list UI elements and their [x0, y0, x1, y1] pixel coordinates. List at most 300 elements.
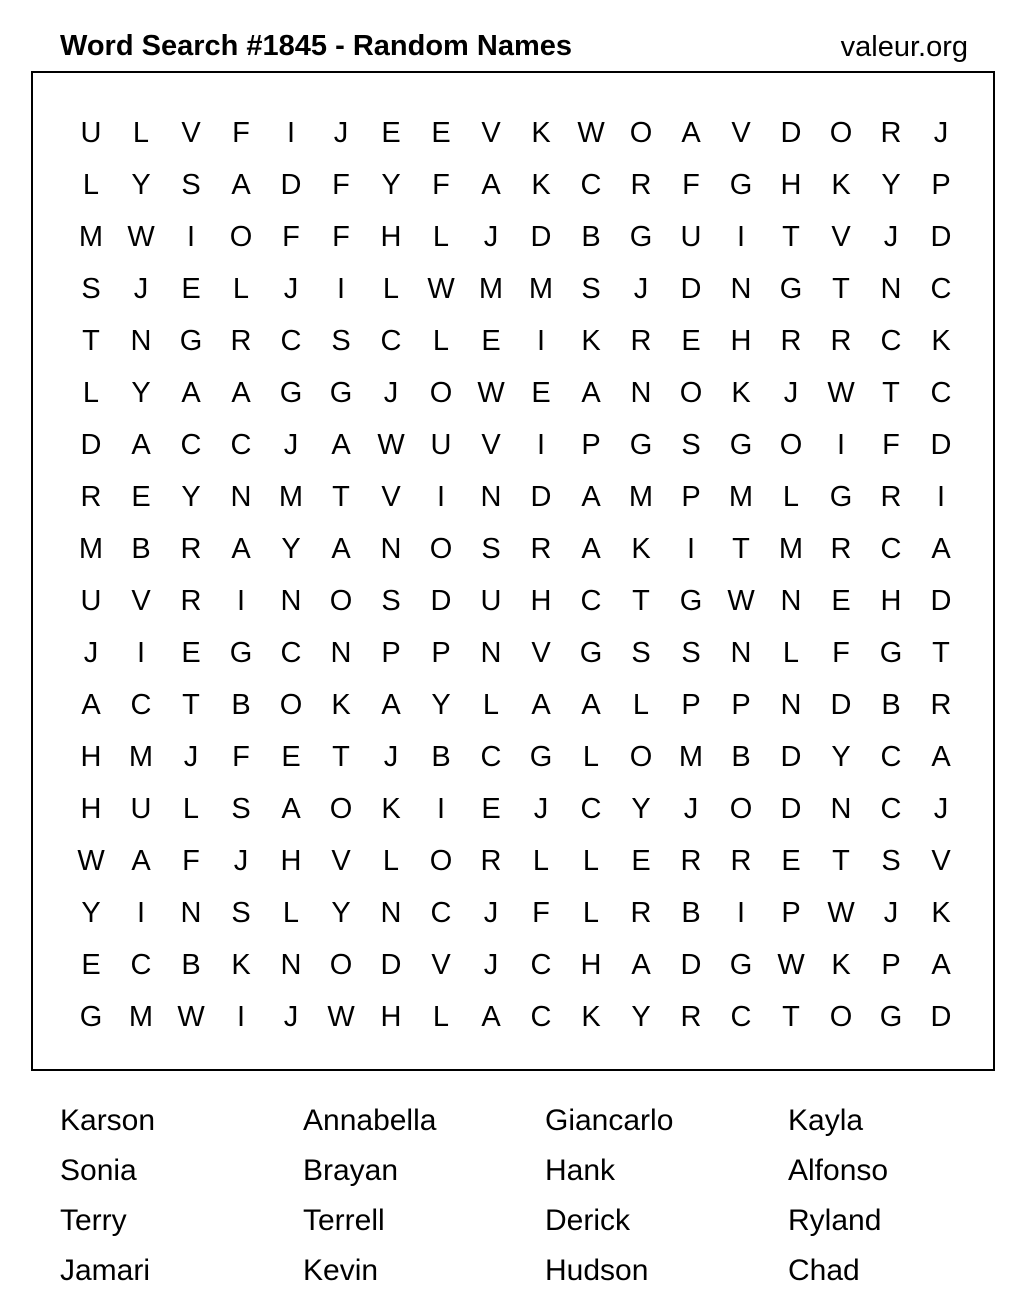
grid-letter: A	[231, 377, 251, 409]
grid-letter: J	[383, 377, 399, 409]
grid-letter: L	[182, 793, 200, 825]
grid-letter: L	[82, 377, 100, 409]
grid-letter: K	[731, 377, 751, 409]
word-list-item: Hudson	[545, 1254, 649, 1287]
grid-letter: R	[480, 845, 502, 877]
grid-letter: E	[181, 637, 201, 669]
grid-letter: C	[130, 689, 152, 721]
grid-letter: E	[781, 845, 801, 877]
grid-letter: A	[131, 845, 151, 877]
grid-letter: R	[630, 169, 652, 201]
grid-letter: N	[130, 325, 152, 357]
grid-letter: S	[481, 533, 501, 565]
grid-letter: P	[731, 689, 751, 721]
grid-letter: N	[230, 481, 252, 513]
grid-letter: F	[332, 169, 350, 201]
grid-letter: W	[827, 897, 855, 929]
grid-letter: J	[533, 793, 549, 825]
grid-letter: B	[231, 689, 251, 721]
grid-letter: V	[131, 585, 151, 617]
grid-letter: D	[80, 429, 102, 461]
grid-letter: K	[631, 533, 651, 565]
grid-letter: W	[177, 1001, 205, 1033]
grid-letter: C	[580, 793, 602, 825]
grid-letter: E	[531, 377, 551, 409]
grid-letter: L	[582, 897, 600, 929]
grid-letter: F	[682, 169, 700, 201]
grid-letter: A	[281, 793, 301, 825]
grid-letter: C	[930, 273, 952, 305]
grid-letter: R	[830, 325, 852, 357]
grid-letter: I	[436, 793, 446, 825]
grid-letter: S	[231, 897, 251, 929]
grid-letter: Y	[631, 1001, 651, 1033]
grid-letter: K	[531, 117, 551, 149]
grid-letter: S	[331, 325, 351, 357]
grid-letter: A	[131, 429, 151, 461]
grid-letter: S	[581, 273, 601, 305]
grid-letter: E	[631, 845, 651, 877]
grid-letter: G	[829, 481, 853, 513]
word-list-item: Hank	[545, 1154, 616, 1187]
grid-letter: F	[182, 845, 200, 877]
grid-letter: T	[782, 1001, 800, 1033]
grid-letter: V	[481, 429, 501, 461]
grid-letter: O	[229, 221, 253, 253]
grid-letter: Y	[631, 793, 651, 825]
grid-letter: N	[280, 585, 302, 617]
grid-letter: R	[780, 325, 802, 357]
grid-letter: I	[436, 481, 446, 513]
grid-letter: T	[882, 377, 900, 409]
grid-letter: M	[128, 1001, 154, 1033]
grid-letter: E	[281, 741, 301, 773]
grid-letter: A	[81, 689, 101, 721]
grid-letter: U	[430, 429, 452, 461]
grid-letter: K	[231, 949, 251, 981]
grid-letter: G	[529, 741, 553, 773]
grid-letter: O	[629, 117, 653, 149]
grid-letter: L	[232, 273, 250, 305]
grid-letter: D	[780, 741, 802, 773]
grid-letter: E	[131, 481, 151, 513]
grid-letter: Y	[81, 897, 101, 929]
grid-letter: A	[481, 1001, 501, 1033]
grid-letter: R	[530, 533, 552, 565]
grid-letter: O	[429, 533, 453, 565]
grid-letter: M	[78, 533, 104, 565]
grid-letter: J	[283, 273, 299, 305]
grid-letter: B	[581, 221, 601, 253]
word-list-item: Kevin	[303, 1254, 379, 1287]
grid-letter: E	[481, 793, 501, 825]
grid-letter: G	[179, 325, 203, 357]
grid-letter: K	[531, 169, 551, 201]
grid-letter: C	[130, 949, 152, 981]
grid-letter: W	[127, 221, 155, 253]
page-title: Word Search #1845 - Random Names	[60, 30, 572, 62]
grid-letter: K	[931, 325, 951, 357]
grid-letter: R	[680, 1001, 702, 1033]
grid-letter: A	[181, 377, 201, 409]
grid-letter: T	[832, 845, 850, 877]
grid-letter: M	[528, 273, 554, 305]
grid-letter: J	[483, 949, 499, 981]
grid-letter: O	[329, 949, 353, 981]
grid-letter: C	[380, 325, 402, 357]
grid-letter: C	[880, 533, 902, 565]
word-list-item: Sonia	[60, 1154, 137, 1187]
grid-letter: L	[432, 221, 450, 253]
grid-letter: R	[830, 533, 852, 565]
grid-letter: E	[431, 117, 451, 149]
grid-letter: Y	[831, 741, 851, 773]
grid-letter: H	[580, 949, 602, 981]
grid-letter: O	[279, 689, 303, 721]
word-list-item: Annabella	[303, 1104, 437, 1137]
grid-letter: P	[581, 429, 601, 461]
grid-letter: J	[933, 793, 949, 825]
grid-letter: C	[880, 325, 902, 357]
word-list-item: Kayla	[788, 1104, 864, 1137]
grid-letter: R	[930, 689, 952, 721]
grid-letter: F	[532, 897, 550, 929]
grid-letter: L	[632, 689, 650, 721]
grid-letter: G	[579, 637, 603, 669]
grid-letter: R	[730, 845, 752, 877]
grid-letter: J	[333, 117, 349, 149]
grid-letter: K	[831, 949, 851, 981]
grid-letter: D	[430, 585, 452, 617]
grid-letter: Y	[431, 689, 451, 721]
grid-letter: D	[780, 793, 802, 825]
grid-letter: C	[280, 637, 302, 669]
grid-letter: R	[80, 481, 102, 513]
grid-letter: H	[730, 325, 752, 357]
grid-letter: V	[481, 117, 501, 149]
grid-letter: C	[730, 1001, 752, 1033]
grid-letter: C	[530, 1001, 552, 1033]
grid-letter: P	[381, 637, 401, 669]
grid-letter: L	[132, 117, 150, 149]
grid-letter: L	[432, 1001, 450, 1033]
word-list-item: Terry	[60, 1204, 127, 1237]
grid-letter: L	[582, 845, 600, 877]
grid-letter: D	[930, 1001, 952, 1033]
grid-letter: K	[581, 325, 601, 357]
grid-letter: J	[283, 1001, 299, 1033]
grid-letter: L	[82, 169, 100, 201]
grid-letter: C	[480, 741, 502, 773]
grid-letter: S	[681, 637, 701, 669]
grid-letter: B	[431, 741, 451, 773]
grid-letter: U	[480, 585, 502, 617]
grid-letter: Y	[381, 169, 401, 201]
grid-letter: G	[79, 1001, 103, 1033]
grid-letter: K	[831, 169, 851, 201]
grid-letter: M	[728, 481, 754, 513]
grid-letter: D	[930, 585, 952, 617]
grid-letter: H	[80, 793, 102, 825]
grid-letter: E	[481, 325, 501, 357]
grid-letter: R	[630, 897, 652, 929]
grid-letter: O	[329, 793, 353, 825]
grid-letter: H	[880, 585, 902, 617]
grid-letter: H	[280, 845, 302, 877]
grid-letter: O	[329, 585, 353, 617]
grid-letter: U	[80, 117, 102, 149]
grid-letter: N	[880, 273, 902, 305]
grid-letter: K	[381, 793, 401, 825]
grid-letter: G	[729, 429, 753, 461]
word-list-item: Brayan	[303, 1154, 399, 1187]
grid-letter: O	[629, 741, 653, 773]
grid-letter: T	[332, 481, 350, 513]
grid-letter: B	[131, 533, 151, 565]
grid-letter: A	[331, 429, 351, 461]
word-list-item: Derick	[545, 1204, 631, 1237]
grid-letter: M	[478, 273, 504, 305]
grid-letter: I	[686, 533, 696, 565]
grid-letter: D	[930, 429, 952, 461]
grid-letter: D	[830, 689, 852, 721]
grid-letter: S	[181, 169, 201, 201]
grid-letter: I	[736, 897, 746, 929]
grid-letter: P	[931, 169, 951, 201]
grid-letter: Y	[331, 897, 351, 929]
grid-letter: O	[429, 845, 453, 877]
grid-letter: I	[736, 221, 746, 253]
grid-letter: G	[679, 585, 703, 617]
grid-letter: Y	[131, 377, 151, 409]
grid-letter: H	[380, 1001, 402, 1033]
grid-letter: C	[580, 169, 602, 201]
word-list-item: Chad	[788, 1254, 860, 1287]
grid-letter: G	[879, 637, 903, 669]
grid-letter: V	[831, 221, 851, 253]
grid-letter: E	[181, 273, 201, 305]
grid-letter: G	[779, 273, 803, 305]
grid-letter: T	[182, 689, 200, 721]
grid-letter: A	[931, 741, 951, 773]
grid-letter: P	[781, 897, 801, 929]
grid-letter: I	[336, 273, 346, 305]
grid-letter: L	[782, 481, 800, 513]
grid-letter: O	[829, 117, 853, 149]
grid-letter: D	[530, 221, 552, 253]
grid-letter: B	[181, 949, 201, 981]
grid-letter: V	[531, 637, 551, 669]
word-list-item: Giancarlo	[545, 1104, 674, 1137]
grid-letter: Y	[281, 533, 301, 565]
grid-letter: J	[783, 377, 799, 409]
grid-letter: M	[128, 741, 154, 773]
word-list-item: Jamari	[60, 1254, 151, 1287]
grid-letter: C	[280, 325, 302, 357]
grid-letter: G	[629, 221, 653, 253]
grid-letter: A	[331, 533, 351, 565]
grid-letter: F	[232, 117, 250, 149]
grid-letter: H	[380, 221, 402, 253]
grid-letter: W	[577, 117, 605, 149]
grid-letter: D	[930, 221, 952, 253]
word-list-item: Terrell	[303, 1204, 385, 1237]
grid-letter: D	[530, 481, 552, 513]
grid-letter: C	[180, 429, 202, 461]
grid-letter: J	[383, 741, 399, 773]
grid-letter: J	[133, 273, 149, 305]
grid-letter: U	[80, 585, 102, 617]
puzzle-box	[31, 71, 995, 1071]
grid-letter: S	[631, 637, 651, 669]
grid-letter: U	[680, 221, 702, 253]
grid-letter: A	[231, 169, 251, 201]
grid-letter: P	[881, 949, 901, 981]
grid-letter: D	[680, 949, 702, 981]
grid-letter: W	[477, 377, 505, 409]
grid-letter: N	[480, 481, 502, 513]
grid-letter: A	[931, 533, 951, 565]
grid-letter: N	[780, 689, 802, 721]
grid-letter: I	[236, 585, 246, 617]
grid-letter: G	[729, 949, 753, 981]
grid-letter: E	[831, 585, 851, 617]
grid-letter: T	[632, 585, 650, 617]
grid-letter: G	[879, 1001, 903, 1033]
grid-letter: A	[581, 689, 601, 721]
grid-letter: N	[480, 637, 502, 669]
word-list-item: Karson	[60, 1104, 156, 1137]
grid-letter: T	[932, 637, 950, 669]
grid-letter: J	[633, 273, 649, 305]
grid-letter: J	[483, 221, 499, 253]
grid-letter: O	[779, 429, 803, 461]
grid-letter: F	[232, 741, 250, 773]
grid-letter: L	[532, 845, 550, 877]
grid-letter: O	[679, 377, 703, 409]
grid-letter: H	[530, 585, 552, 617]
grid-letter: A	[481, 169, 501, 201]
grid-letter: L	[432, 325, 450, 357]
grid-letter: L	[282, 897, 300, 929]
grid-letter: C	[880, 741, 902, 773]
grid-letter: I	[536, 429, 546, 461]
grid-letter: I	[836, 429, 846, 461]
grid-letter: K	[581, 1001, 601, 1033]
site-name: valeur.org	[840, 31, 968, 63]
grid-letter: L	[482, 689, 500, 721]
grid-letter: P	[431, 637, 451, 669]
grid-letter: I	[136, 897, 146, 929]
grid-letter: D	[780, 117, 802, 149]
grid-letter: D	[280, 169, 302, 201]
grid-letter: N	[630, 377, 652, 409]
grid-letter: R	[230, 325, 252, 357]
grid-letter: D	[380, 949, 402, 981]
grid-letter: Y	[881, 169, 901, 201]
grid-letter: T	[332, 741, 350, 773]
grid-letter: S	[81, 273, 101, 305]
grid-letter: I	[286, 117, 296, 149]
grid-letter: J	[83, 637, 99, 669]
grid-letter: U	[130, 793, 152, 825]
grid-letter: F	[282, 221, 300, 253]
grid-letter: A	[581, 481, 601, 513]
grid-letter: O	[429, 377, 453, 409]
grid-letter: M	[628, 481, 654, 513]
grid-letter: W	[727, 585, 755, 617]
grid-letter: A	[381, 689, 401, 721]
grid-letter: G	[629, 429, 653, 461]
grid-letter: B	[881, 689, 901, 721]
grid-letter: V	[331, 845, 351, 877]
grid-letter: C	[930, 377, 952, 409]
grid-letter: S	[681, 429, 701, 461]
grid-letter: J	[683, 793, 699, 825]
grid-letter: W	[427, 273, 455, 305]
grid-letter: N	[330, 637, 352, 669]
grid-letter: M	[78, 221, 104, 253]
grid-letter: S	[381, 585, 401, 617]
grid-letter: C	[880, 793, 902, 825]
grid-letter: G	[229, 637, 253, 669]
grid-letter: T	[782, 221, 800, 253]
grid-letter: K	[331, 689, 351, 721]
grid-letter: S	[231, 793, 251, 825]
grid-letter: R	[680, 845, 702, 877]
grid-letter: J	[933, 117, 949, 149]
grid-letter: E	[681, 325, 701, 357]
grid-letter: A	[931, 949, 951, 981]
grid-letter: R	[880, 481, 902, 513]
grid-letter: F	[832, 637, 850, 669]
grid-letter: A	[581, 377, 601, 409]
grid-letter: T	[732, 533, 750, 565]
grid-letter: F	[332, 221, 350, 253]
grid-letter: W	[77, 845, 105, 877]
grid-letter: F	[882, 429, 900, 461]
grid-letter: A	[631, 949, 651, 981]
grid-letter: I	[136, 637, 146, 669]
word-list-item: Ryland	[788, 1204, 882, 1237]
grid-letter: P	[681, 481, 701, 513]
grid-letter: J	[233, 845, 249, 877]
grid-letter: K	[931, 897, 951, 929]
grid-letter: N	[730, 273, 752, 305]
grid-letter: E	[81, 949, 101, 981]
grid-letter: I	[936, 481, 946, 513]
grid-letter: A	[681, 117, 701, 149]
grid-letter: J	[883, 221, 899, 253]
grid-letter: I	[186, 221, 196, 253]
grid-letter: T	[82, 325, 100, 357]
grid-letter: C	[580, 585, 602, 617]
grid-letter: C	[530, 949, 552, 981]
grid-letter: V	[381, 481, 401, 513]
grid-letter: D	[680, 273, 702, 305]
grid-letter: R	[630, 325, 652, 357]
grid-letter: L	[782, 637, 800, 669]
grid-letter: L	[582, 741, 600, 773]
grid-letter: N	[730, 637, 752, 669]
grid-letter: M	[778, 533, 804, 565]
grid-letter: B	[731, 741, 751, 773]
grid-letter: H	[780, 169, 802, 201]
grid-letter: N	[380, 533, 402, 565]
grid-letter: N	[280, 949, 302, 981]
grid-letter: M	[278, 481, 304, 513]
grid-letter: V	[731, 117, 751, 149]
